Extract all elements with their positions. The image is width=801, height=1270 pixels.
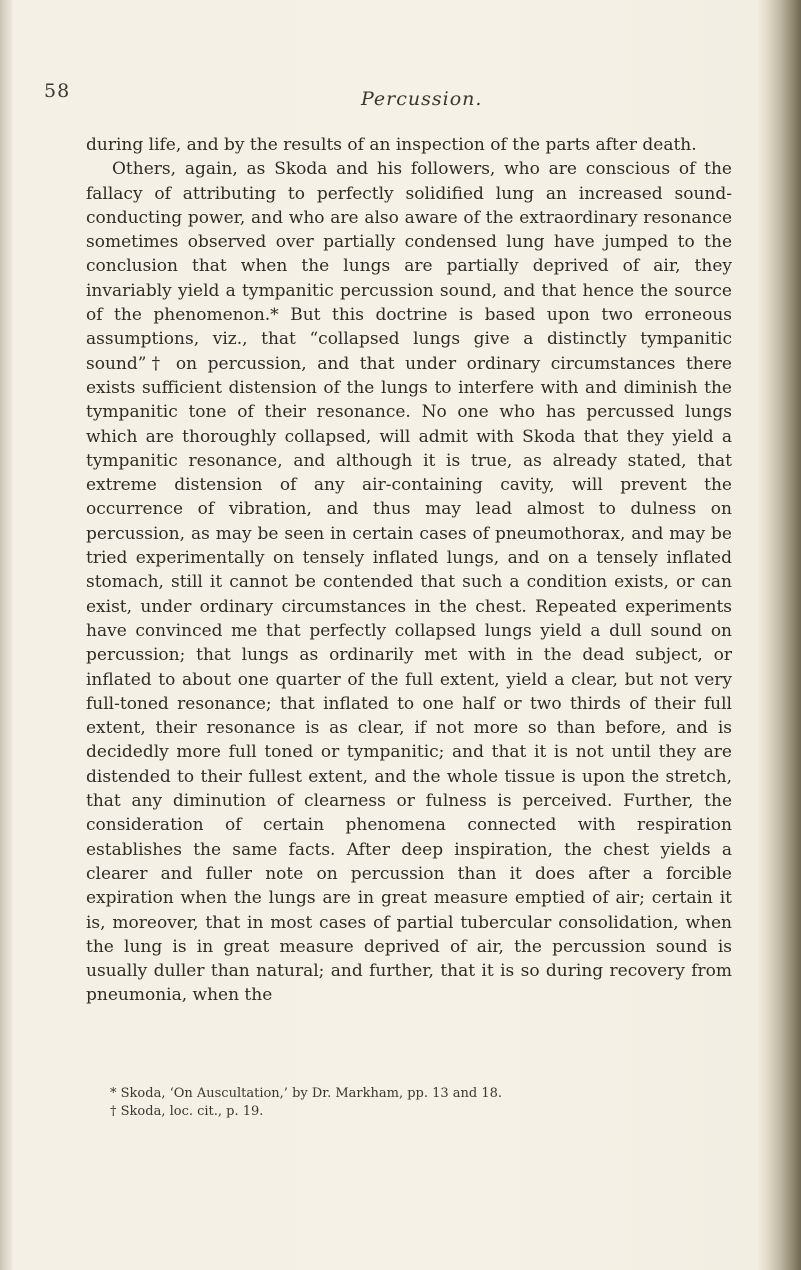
page-number: 58	[44, 80, 71, 102]
body-text	[86, 133, 732, 1008]
page-edge-shadow	[757, 0, 801, 1270]
paragraph-continued: during life, and by the results of an inspection of the parts after death.	[86, 135, 697, 155]
page-gutter	[0, 0, 12, 1270]
footnotes	[110, 1085, 730, 1121]
footnote-2: † Skoda, loc. cit., p. 19.	[110, 1104, 264, 1119]
paragraph-main: Others, again, as Skoda and his followers, who are conscious of the fallacy of attributing to perfectly solidified lung an increased sound-conducting power, and who are also aware of the extraordinary resonance sometimes observed over partially condensed lung have jumped to the conclusion that when the lungs are partially deprived of air, they invariably yield a tympanitic percussion sound, and that hence the source of the phenomenon.* But this doctrine is based upon two erroneous assumptions, viz., that “collapsed lungs give a distinctly tympanitic sound”† on percussion, and that under ordinary circumstances there exists sufficient distension of the lungs to interfere with and diminish the tympanitic tone of their resonance. No one who has percussed lungs which are thoroughly collapsed, will admit with Skoda that they yield a tympanitic resonance, and although it is true, as already stated, that extreme distension of any air-containing cavity, will prevent the occurrence of vibration, and thus may lead almost to dulness on percussion, as may be seen in certain cases of pneumothorax, and may be tried experimentally on tensely inflated lungs, and on a tensely inflated stomach, still it cannot be contended that such a condition exists, or can exist, under ordinary circumstances in the chest. Repeated experiments have convinced me that perfectly collapsed lungs yield a dull sound on percussion; that lungs as ordinarily met with in the dead subject, or inflated to about one quarter of the full extent, yield a clear, but not very full-toned resonance; that inflated to one half or two thirds of their full extent, their resonance is as clear, if not more so than before, and is decidedly more full toned or tympanitic; and that it is not until they are distended to their fullest extent, and the whole tissue is upon the stretch, that any diminution of clearness or fulness is perceived. Further, the consideration of certain phenomena connected with respiration establishes the same facts. After deep inspiration, the chest yields a clearer and fuller note on percussion than it does after a forcible expiration when the lungs are in great measure emptied of air; certain it is, moreover, that in most cases of partial tubercular consolidation, when the lung is in great measure deprived of air, the percussion sound is usually duller than natural; and further, that it is so during recovery from pneumonia, when the	[86, 159, 732, 1006]
running-head: Percussion.	[361, 88, 483, 110]
footnote-1: * Skoda, ‘On Auscultation,’ by Dr. Markham, pp. 13 and 18.	[110, 1086, 503, 1101]
